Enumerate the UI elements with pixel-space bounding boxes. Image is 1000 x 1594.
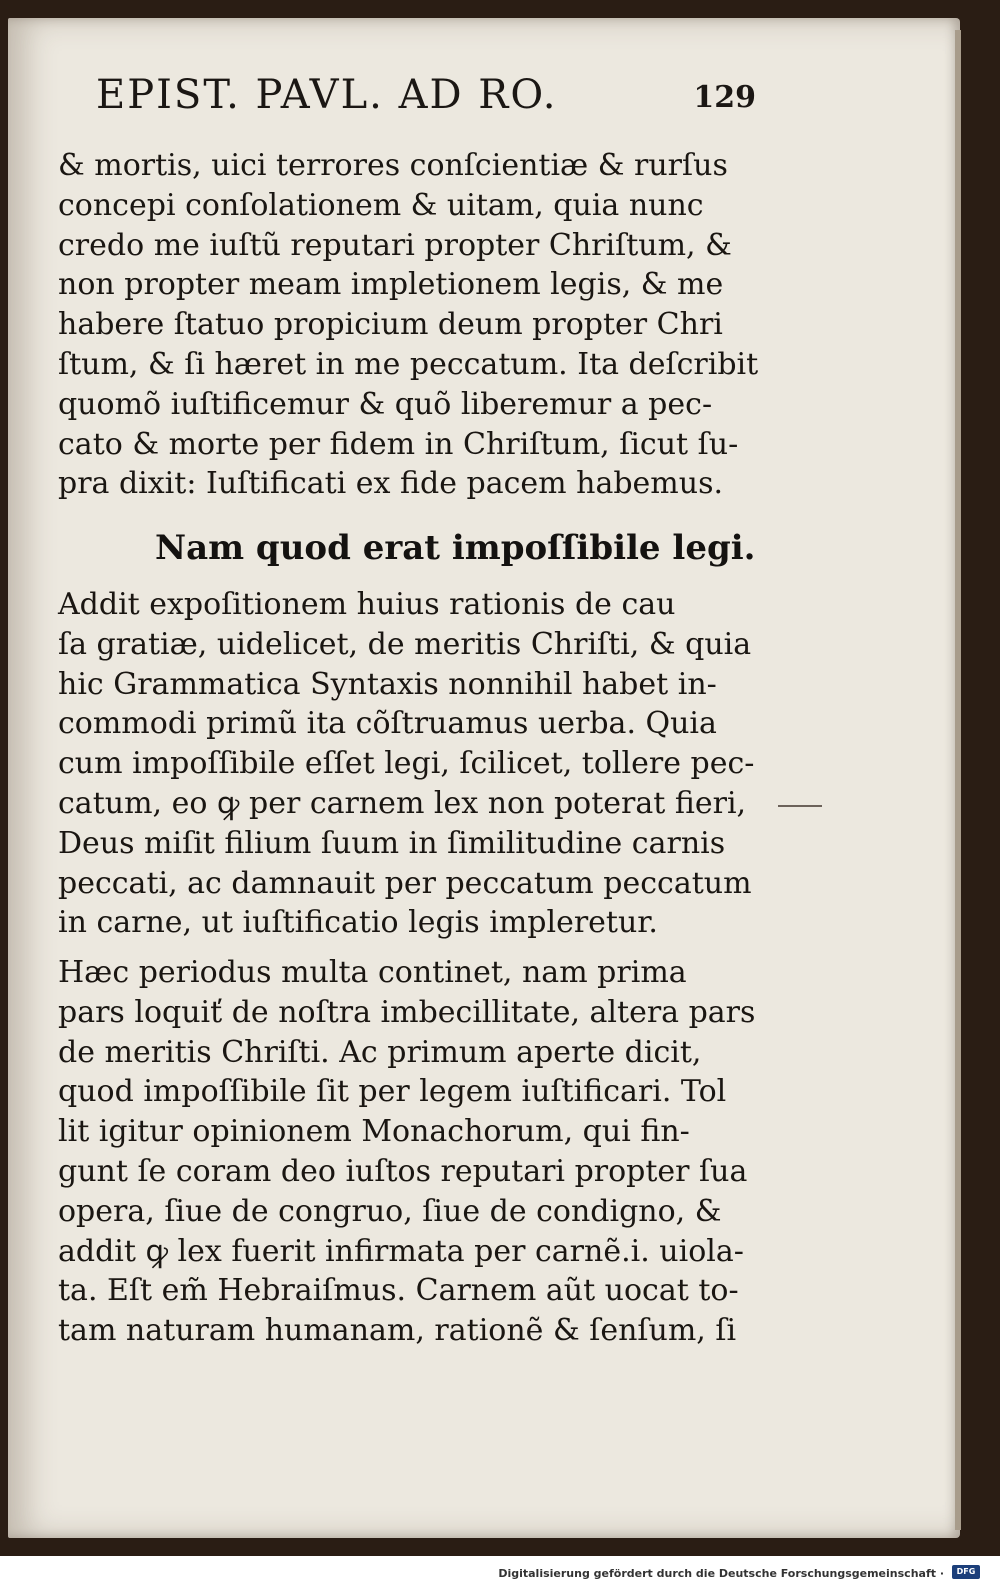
- marginal-mark: [778, 805, 822, 807]
- text-line: peccati, ac damnauit per peccatum peccatum: [58, 865, 752, 901]
- text-line: ſtum, & ſi hæret in me peccatum. Ita deſcribit: [58, 346, 759, 382]
- text-line: ſa gratiæ, uidelicet, de meritis Chriſti, & quia: [58, 626, 752, 662]
- paragraph-2: [58, 585, 770, 943]
- text-line: tam naturam humanam, rationẽ & ſenſum, ſi: [58, 1313, 737, 1349]
- text-line: de meritis Chriſti. Ac primum aperte dicit,: [58, 1034, 702, 1070]
- running-title: EPIST. PAVL. AD RO.: [96, 72, 558, 118]
- text-line: cum impoſſibile eſſet legi, ſcilicet, tollere pec-: [58, 746, 755, 782]
- text-line: & mortis, uici terrores conſcientiæ & rurſus: [58, 148, 728, 183]
- text-line: commodi primũ ita cõſtruamus uerba. Quia: [58, 706, 717, 742]
- text-line: quod impoſſibile ſit per legem iuſtificari. Tol: [58, 1074, 727, 1110]
- page-header: [96, 70, 756, 130]
- text-line: cato & morte per fidem in Chriſtum, ſicut ſu-: [58, 426, 739, 462]
- text-line: lit igitur opinionem Monachorum, qui fin-: [58, 1114, 690, 1150]
- text-line: catum, eo ꝙ per carnem lex non poterat fieri,: [58, 785, 747, 821]
- funding-credit: Digitalisierung gefördert durch die Deutsche Forschungsgemeinschaft ·: [498, 1567, 944, 1580]
- text-line: pars loquiť de noſtra imbecillitate, altera pars: [58, 994, 756, 1030]
- text-line: Deus miſit filium ſuum in ſimilitudine carnis: [58, 825, 726, 861]
- page-edge: [955, 30, 961, 1530]
- text-line: gunt ſe coram deo iuſtos reputari propter ſua: [58, 1153, 748, 1189]
- footer-bar: [0, 1556, 1000, 1594]
- text-line: Hæc periodus multa continet, nam prima: [58, 955, 687, 990]
- text-line: credo me iuſtũ reputari propter Chriſtum, &: [58, 227, 732, 263]
- text-line: concepi conſolationem & uitam, quia nunc: [58, 187, 704, 223]
- paragraph-3: [58, 953, 770, 1351]
- text-line: pra dixit: Iuſtificati ex fide pacem habemus.: [58, 466, 723, 502]
- text-line: in carne, ut iuſtificatio legis impleretur.: [58, 905, 658, 941]
- text-line: quomõ iuſtificemur & quõ liberemur a pec-: [58, 386, 713, 422]
- text-line: ta. Eſt em̃ Hebraiſmus. Carnem aũt uocat to-: [58, 1273, 739, 1309]
- text-line: hic Grammatica Syntaxis nonnihil habet in-: [58, 666, 717, 702]
- text-line: Addit expoſitionem huius rationis de cau: [58, 587, 676, 622]
- dfg-logo-icon: DFG: [952, 1565, 980, 1579]
- text-line: habere ſtatuo propicium deum propter Chri: [58, 307, 723, 343]
- text-line: non propter meam impletionem legis, & me: [58, 267, 724, 303]
- page-number: 129: [693, 80, 756, 115]
- section-heading: Nam quod erat impoſſibile legi.: [155, 528, 756, 568]
- paragraph-1: [58, 146, 770, 504]
- text-line: addit ꝙ lex fuerit infirmata per carnẽ.i. uiola-: [58, 1233, 744, 1269]
- text-line: opera, ſiue de congruo, ſiue de condigno, &: [58, 1193, 722, 1229]
